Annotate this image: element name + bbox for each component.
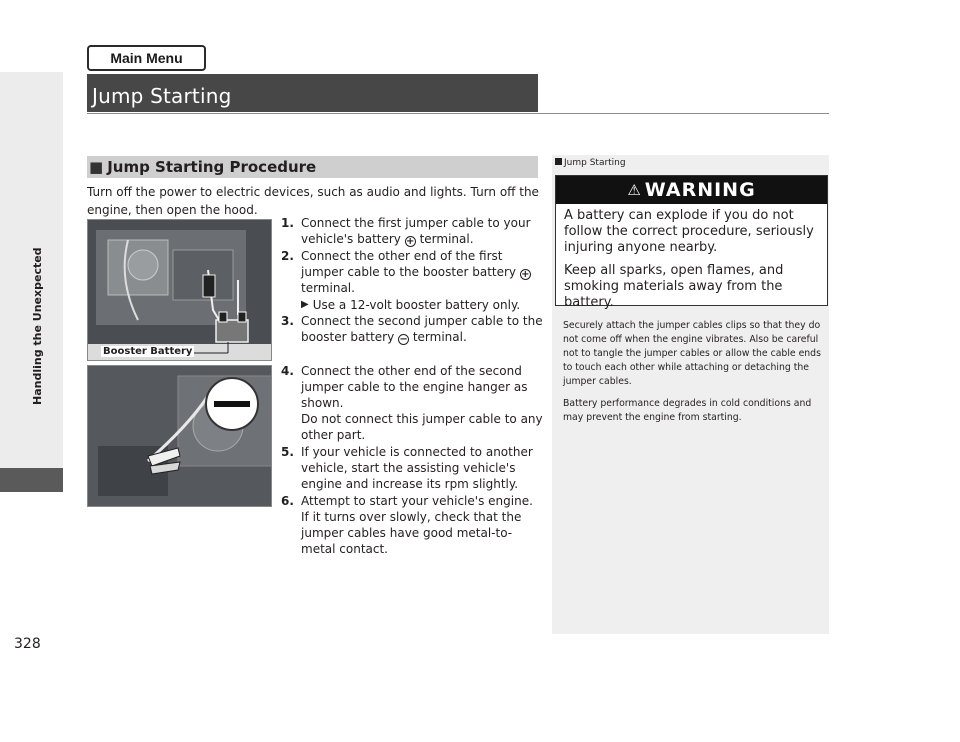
- page-title: Jump Starting: [92, 84, 232, 108]
- step-text: Attempt to start your vehicle's engine. If it turns over slowly, check that the jumper cables have good metal-to-metal contact.: [301, 494, 533, 556]
- step-subnote: [281, 297, 543, 313]
- engine-bay-illustration: [88, 220, 272, 361]
- step-text-part: Connect the second jumper cable to the booster battery: [301, 314, 543, 344]
- step-number: 5.: [281, 445, 294, 459]
- step-text-part: Do not connect this jumper cable to any other part.: [301, 412, 543, 442]
- step-text: If your vehicle is connected to another vehicle, start the assisting vehicle's engine and increase its rpm slightly.: [301, 445, 533, 491]
- positive-terminal-icon: +: [406, 236, 415, 247]
- note-body: [563, 319, 821, 433]
- warning-body: [556, 204, 827, 322]
- step-text-part: Connect the other end of the second jumper cable to the engine hanger as shown.: [301, 364, 528, 410]
- warning-box: [555, 175, 828, 310]
- page-number: 328: [14, 636, 41, 652]
- engine-bay-photo: [87, 219, 272, 361]
- note-heading: [555, 158, 626, 168]
- note-paragraph: Battery performance degrades in cold conditions and may prevent the engine from starting.: [563, 398, 812, 423]
- section-title: Jump Starting Procedure: [107, 158, 317, 176]
- positive-terminal-icon: +: [521, 269, 530, 280]
- warning-triangle-icon: ⚠: [627, 181, 642, 199]
- step-number: 6.: [281, 494, 294, 508]
- step-number: 2.: [281, 249, 294, 263]
- chapter-tab-marker: [0, 468, 63, 492]
- step-item: [281, 248, 543, 296]
- triangle-arrow-icon: ▶: [301, 299, 309, 310]
- steps-second: [281, 363, 543, 558]
- steps-first: [281, 215, 543, 346]
- step-text: [301, 248, 543, 296]
- square-bullet-icon: ■: [89, 158, 104, 176]
- note-paragraph: Securely attach the jumper cables clips so that they do not come off when the engine vibrates. Also be careful not to tangle the jumper cables or allow the cable ends to touch each other while attaching or detaching the jumper cables.: [563, 320, 821, 387]
- step-item: [281, 363, 543, 443]
- booster-battery-label: Booster Battery: [103, 346, 193, 357]
- step-item: [281, 313, 543, 345]
- engine-hanger-photo: [87, 365, 272, 507]
- step-text-part: terminal.: [301, 281, 355, 295]
- step-number: 3.: [281, 314, 294, 328]
- engine-hanger-illustration: [88, 366, 272, 507]
- step-text: [301, 313, 543, 345]
- warning-title: WARNING: [644, 179, 756, 201]
- reference-marker-icon: [555, 158, 562, 165]
- step-number: 4.: [281, 364, 294, 378]
- step-number: 1.: [281, 216, 294, 230]
- step-text-part: terminal.: [419, 232, 474, 246]
- step-item: [281, 493, 543, 557]
- subnote-text: Use a 12-volt booster battery only.: [312, 298, 521, 312]
- step-text: [301, 215, 543, 247]
- warning-text: A battery can explode if you do not follow the correct procedure, seriously injuring anyone nearby.: [564, 208, 814, 255]
- warning-text: Keep all sparks, open flames, and smoking materials away from the battery.: [564, 263, 784, 310]
- step-text-part: terminal.: [412, 330, 467, 344]
- step-text: [301, 363, 543, 443]
- intro-text: Turn off the power to electric devices, such as audio and lights. Turn off the engine, then open the hood.: [87, 185, 539, 217]
- note-heading-text: Jump Starting: [564, 158, 626, 168]
- step-text-part: Connect the first jumper cable to your vehicle's battery: [301, 216, 531, 246]
- warning-banner: [556, 176, 827, 204]
- chapter-label: Handling the Unexpected: [31, 247, 44, 405]
- step-item: [281, 444, 543, 492]
- step-item: [281, 215, 543, 247]
- title-divider: [87, 113, 829, 114]
- negative-terminal-icon: −: [399, 334, 408, 345]
- main-menu-button[interactable]: Main Menu: [87, 45, 206, 71]
- section-heading: [87, 156, 538, 178]
- step-text-part: Connect the other end of the first jumper cable to the booster battery: [301, 249, 517, 279]
